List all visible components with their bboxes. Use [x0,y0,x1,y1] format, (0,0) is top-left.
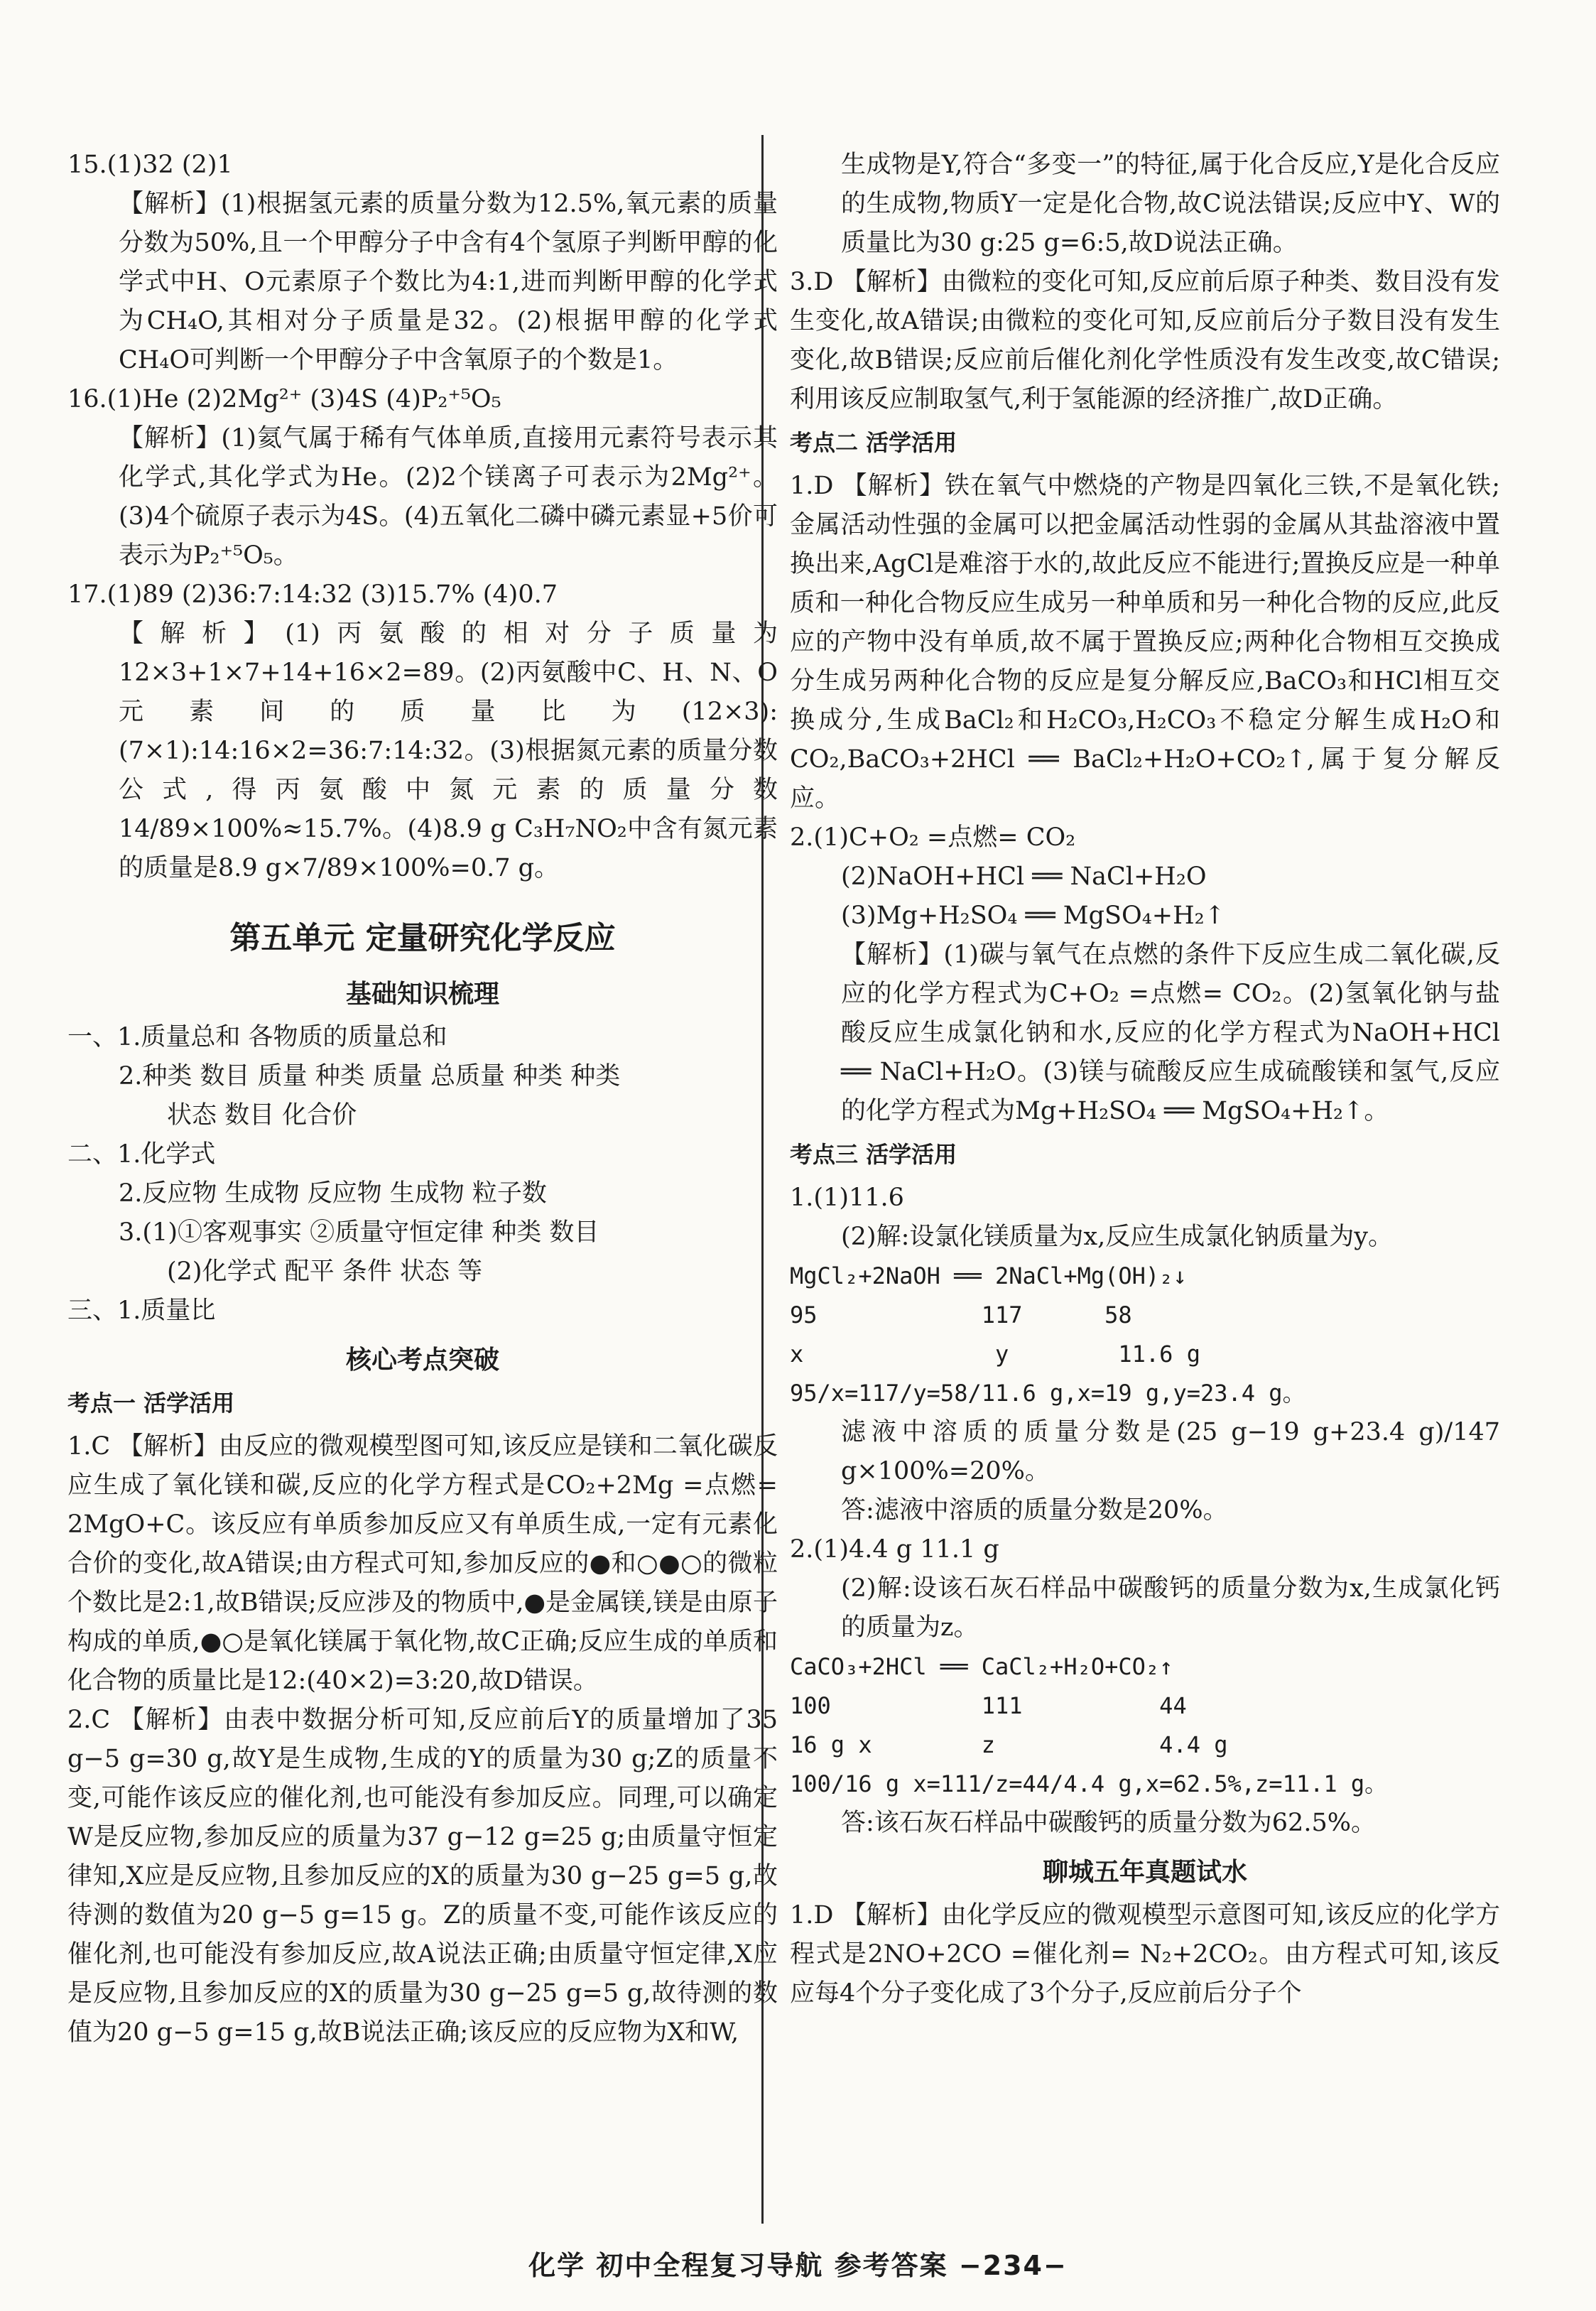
kd3-line: 滤液中溶质的质量分数是(25 g−19 g+23.4 g)/147 g×100%=20%。 [841,1418,1500,1485]
kd2-answer-1: 1.D 【解析】铁在氧气中燃烧的产物是四氧化三铁,不是氧化铁;金属活动性强的金属可以把金属活动性弱的金属从其盐溶液中置换出来,AgCl是难溶于水的,故此反应不能进行;置换反应是一种单质和一种化合物反应生成另一种单质和另一种化合物的反应,此反应的产物中没有单质,故不属于置换反应;两种化合物相互交换成分生成另两种化合物的反应是复分解反应,BaCO₃和HCl相互交换成分,生成BaCl₂和H₂CO₃,H₂CO₃不稳定分解生成H₂O和CO₂,BaCO₃+2HCl ══ BaCl₂+H₂O+CO₂↑,属于复分解反应。 [790,472,1500,813]
answer-15: 15.(1)32 (2)1 [67,151,233,179]
unit-title: 第五单元 定量研究化学反应 [229,920,616,956]
kd1-answer-1: 1.C 【解析】由反应的微观模型图可知,该反应是镁和二氧化碳反应生成了氧化镁和碳,反应的化学方程式是CO₂+2Mg =点燃= 2MgO+C。该反应有单质参加反应又有单质生成,一定有元素化合价的变化,故A错误;由方程式可知,参加反应的●和○●○的微粒个数比是2:1,故B错误;反应涉及的物质中,●是金属镁,镁是由原子构成的单质,●○是氧化镁属于氧化物,故C正确;反应生成的单质和化合物的质量比是12:(40×2)=3:20,故D错误。 [67,1432,778,1695]
kd2-equation: (2)NaOH+HCl ══ NaCl+H₂O [841,862,1207,891]
left-column [67,146,778,2052]
kd3-calc: x y 11.6 g [790,1341,1200,1368]
core-title: 核心考点突破 [345,1346,499,1375]
kd3-calc: 16 g x z 4.4 g [790,1731,1228,1758]
kd1-answer-3: 3.D 【解析】由微粒的变化可知,反应前后原子种类、数目没有发生变化,故A错误;由微粒的变化可知,反应前后分子数目没有发生变化,故B错误;反应前后催化剂化学性质没有发生改变,故C错误;利用该反应制取氢气,利于氢能源的经济推广,故D正确。 [790,268,1500,413]
kd3-calc: 95 117 58 [790,1301,1132,1328]
right-column [790,146,1500,2013]
kd2-analysis: 【解析】(1)碳与氧气在点燃的条件下反应生成二氧化碳,反应的化学方程式为C+O₂ =点燃= CO₂。(2)氢氧化钠与盐酸反应生成氯化钠和水,反应的化学方程式为NaOH+HCl ══ NaCl+H₂O。(3)镁与硫酸反应生成硫酸镁和氢气,反应的化学方程式为Mg+H₂SO₄ ══ MgSO₄+H₂↑。 [841,941,1500,1125]
analysis-16: 【解析】(1)氦气属于稀有气体单质,直接用元素符号表示其化学式,其化学式为He。(2)2个镁离子可表示为2Mg²⁺。(3)4个硫原子表示为4S。(4)五氧化二磷中磷元素显+5价可表示为P₂⁺⁵O₅。 [119,424,778,570]
basics-line: 状态 数目 化合价 [167,1101,357,1130]
page-footer: 化学 初中全程复习导航 参考答案 −234− [528,2250,1068,2281]
basics-line: 三、1.质量比 [67,1297,216,1325]
kd1-answer-2: 2.C 【解析】由表中数据分析可知,反应前后Y的质量增加了35 g−5 g=30 g,故Y是生成物,生成的Y的质量为30 g;Z的质量不变,可能作该反应的催化剂,也可能没有参加反应。同理,可以确定W是反应物,参加反应的质量为37 g−12 g=25 g;由质量守恒定律知,X应是反应物,且参加反应的X的质量为30 g−25 g=5 g,故待测的数值为20 g−5 g=15 g。Z的质量不变,可能作该反应的催化剂,也可能没有参加反应,故A说法正确;由质量守恒定律,X应是反应物,且参加反应的X的质量为30 g−25 g=5 g,故待测的数值为20 g−5 g=15 g,故B说法正确;该反应的反应物为X和W, [67,1706,778,2047]
kd3-calc: MgCl₂+2NaOH ══ 2NaCl+Mg(OH)₂↓ [790,1262,1187,1289]
kd3-line: 2.(1)4.4 g 11.1 g [790,1535,999,1564]
answer-17: 17.(1)89 (2)36:7:14:32 (3)15.7% (4)0.7 [67,580,558,609]
basics-line: 2.反应物 生成物 反应物 生成物 粒子数 [119,1179,547,1208]
kd3-line: (2)解:设该石灰石样品中碳酸钙的质量分数为x,生成氯化钙的质量为z。 [841,1574,1500,1642]
exam-answer-1: 1.D 【解析】由化学反应的微观模型示意图可知,该反应的化学方程式是2NO+2CO =催化剂= N₂+2CO₂。由方程式可知,该反应每4个分子变化成了3个分子,反应前后分子个 [790,1901,1500,2008]
basics-line: 2.种类 数目 质量 种类 质量 总质量 种类 种类 [119,1062,621,1090]
kd3-calc: CaCO₃+2HCl ══ CaCl₂+H₂O+CO₂↑ [790,1653,1173,1680]
basics-line: 二、1.化学式 [67,1140,216,1169]
basics-line: 3.(1)①客观事实 ②质量守恒定律 种类 数目 [119,1218,599,1247]
kd2-equation: (3)Mg+H₂SO₄ ══ MgSO₄+H₂↑ [841,902,1225,930]
kd3-calc: 100/16 g x=111/z=44/4.4 g,x=62.5%,z=11.1 g。 [790,1770,1388,1797]
kd3-line: 答:滤液中溶质的质量分数是20%。 [841,1496,1228,1525]
basics-title: 基础知识梳理 [345,980,499,1009]
kd3-line: 1.(1)11.6 [790,1184,904,1212]
basics-line: 一、1.质量总和 各物质的质量总和 [67,1023,447,1051]
kd1-answer-2-cont: 生成物是Y,符合“多变一”的特征,属于化合反应,Y是化合反应的生成物,物质Y一定是化合物,故C说法错误;反应中Y、W的质量比为30 g:25 g=6:5,故D说法正确。 [841,151,1500,257]
kd3-line: (2)解:设氯化镁质量为x,反应生成氯化钠质量为y。 [841,1223,1394,1251]
analysis-17: 【解析】(1)丙氨酸的相对分子质量为12×3+1×7+14+16×2=89。(2)丙氨酸中C、H、N、O元素间的质量比为(12×3):(7×1):14:16×2=36:7:14:32。(3)根据氮元素的质量分数公式,得丙氨酸中氮元素的质量分数14/89×100%≈15.7%。(4)8.9 g C₃H₇NO₂中含有氮元素的质量是8.9 g×7/89×100%=0.7 g。 [119,619,778,882]
basics-line: (2)化学式 配平 条件 状态 等 [167,1257,483,1286]
kd1-title: 考点一 活学活用 [67,1390,235,1417]
answer-16: 16.(1)He (2)2Mg²⁺ (3)4S (4)P₂⁺⁵O₅ [67,385,501,413]
analysis-15: 【解析】(1)根据氢元素的质量分数为12.5%,氧元素的质量分数为50%,且一个甲醇分子中含有4个氢原子判断甲醇的化学式中H、O元素原子个数比为4:1,进而判断甲醇的化学式为CH₄O,其相对分子质量是32。(2)根据甲醇的化学式CH₄O可判断一个甲醇分子中含氧原子的个数是1。 [119,190,778,374]
kd2-title: 考点二 活学活用 [790,429,957,456]
kd3-title: 考点三 活学活用 [790,1141,957,1168]
exam-title: 聊城五年真题试水 [1042,1858,1247,1887]
kd3-calc: 100 111 44 [790,1692,1187,1719]
kd3-line: 答:该石灰石样品中碳酸钙的质量分数为62.5%。 [841,1809,1376,1837]
kd3-calc: 95/x=117/y=58/11.6 g,x=19 g,y=23.4 g。 [790,1380,1305,1407]
kd2-answer-2: 2.(1)C+O₂ =点燃= CO₂ [790,823,1076,852]
